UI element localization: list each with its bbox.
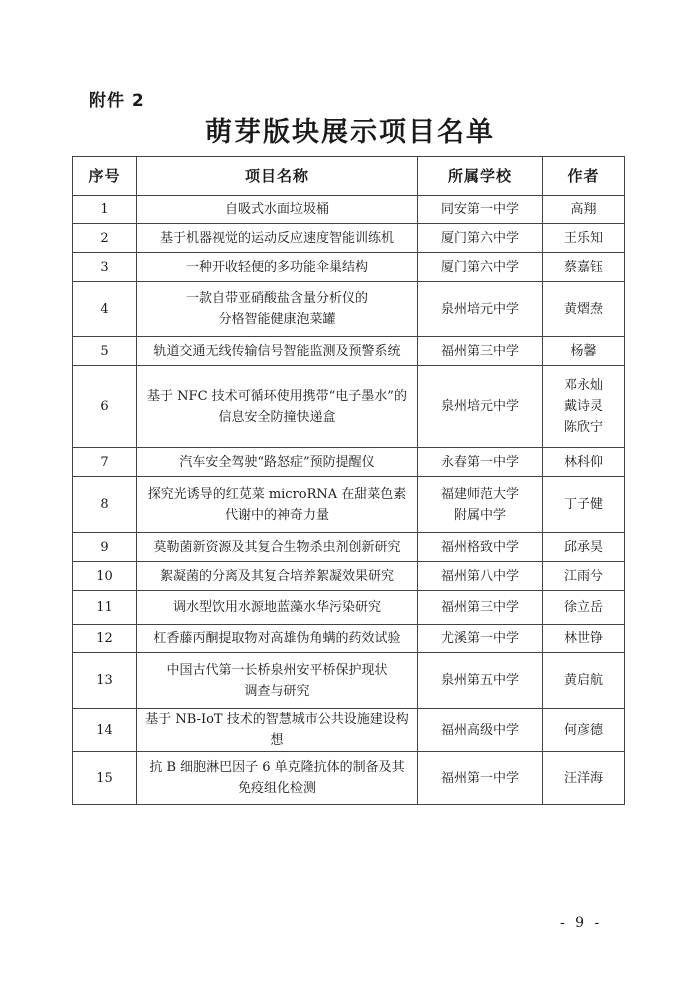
- row-author: 黄熠焘: [543, 282, 625, 337]
- row-no: 11: [73, 591, 137, 625]
- row-author: 邱承昊: [543, 533, 625, 562]
- attachment-label: 附件 2: [89, 91, 145, 111]
- row-author: 汪洋海: [543, 752, 625, 805]
- row-project: 自吸式水面垃圾桶: [137, 196, 418, 224]
- row-project: 探究光诱导的红苋菜 microRNA 在甜菜色素 代谢中的神奇力量: [137, 477, 418, 533]
- project-list-table: [72, 156, 625, 805]
- row-author: 林科仰: [543, 448, 625, 477]
- table-row: [73, 282, 625, 337]
- row-no: 10: [73, 562, 137, 591]
- row-author: 林世铮: [543, 625, 625, 653]
- row-author: 丁子健: [543, 477, 625, 533]
- row-no: 14: [73, 709, 137, 752]
- table-row: [73, 653, 625, 709]
- header-author: 作者: [543, 157, 625, 196]
- row-project: 基于 NFC 技术可循环使用携带“电子墨水”的 信息安全防撞快递盒: [137, 366, 418, 448]
- row-project: 莫勒菌新资源及其复合生物杀虫剂创新研究: [137, 533, 418, 562]
- row-author: 王乐知: [543, 224, 625, 253]
- table-row: [73, 477, 625, 533]
- table-row: [73, 752, 625, 805]
- table-row: [73, 224, 625, 253]
- row-no: 5: [73, 337, 137, 366]
- table-row: [73, 253, 625, 282]
- row-project: 抗 B 细胞淋巴因子 6 单克隆抗体的制备及其 免疫组化检测: [137, 752, 418, 805]
- row-author: 高翔: [543, 196, 625, 224]
- table-row: [73, 337, 625, 366]
- row-author: 何彦德: [543, 709, 625, 752]
- row-school: 福州第三中学: [418, 337, 543, 366]
- row-no: 12: [73, 625, 137, 653]
- row-project: 絮凝菌的分离及其复合培养絮凝效果研究: [137, 562, 418, 591]
- header-no: 序号: [73, 157, 137, 196]
- row-author: 徐立岳: [543, 591, 625, 625]
- table-row: [73, 562, 625, 591]
- row-author: 邓永灿 戴诗灵 陈欣宁: [543, 366, 625, 448]
- row-project: 汽车安全驾驶“路怒症”预防提醒仪: [137, 448, 418, 477]
- row-project: 调水型饮用水源地蓝藻水华污染研究: [137, 591, 418, 625]
- row-school: 泉州培元中学: [418, 366, 543, 448]
- table-row: [73, 709, 625, 752]
- row-no: 13: [73, 653, 137, 709]
- row-no: 6: [73, 366, 137, 448]
- table-row: [73, 448, 625, 477]
- row-school: 厦门第六中学: [418, 224, 543, 253]
- row-no: 9: [73, 533, 137, 562]
- row-author: 蔡嘉钰: [543, 253, 625, 282]
- row-no: 15: [73, 752, 137, 805]
- row-project: 基于机器视觉的运动反应速度智能训练机: [137, 224, 418, 253]
- row-project: 中国古代第一长桥泉州安平桥保护现状 调查与研究: [137, 653, 418, 709]
- row-author: 杨馨: [543, 337, 625, 366]
- row-school: 福州第一中学: [418, 752, 543, 805]
- row-project: 基于 NB-IoT 技术的智慧城市公共设施建设构想: [137, 709, 418, 752]
- table-header-row: [73, 157, 625, 196]
- page-number: - 9 -: [560, 915, 603, 931]
- row-school: 福建师范大学 附属中学: [418, 477, 543, 533]
- row-school: 同安第一中学: [418, 196, 543, 224]
- row-school: 尤溪第一中学: [418, 625, 543, 653]
- row-school: 福州第三中学: [418, 591, 543, 625]
- row-no: 2: [73, 224, 137, 253]
- page-title: 萌芽版块展示项目名单: [205, 117, 495, 148]
- row-school: 泉州培元中学: [418, 282, 543, 337]
- row-no: 8: [73, 477, 137, 533]
- row-school: 福州格致中学: [418, 533, 543, 562]
- row-author: 黄启航: [543, 653, 625, 709]
- row-school: 厦门第六中学: [418, 253, 543, 282]
- row-project: 一种开收轻便的多功能伞巢结构: [137, 253, 418, 282]
- table-row: [73, 625, 625, 653]
- table-row: [73, 196, 625, 224]
- table-row: [73, 591, 625, 625]
- row-project: 一款自带亚硝酸盐含量分析仪的 分格智能健康泡菜罐: [137, 282, 418, 337]
- row-school: 福州高级中学: [418, 709, 543, 752]
- row-project: 杠香藤丙酮提取物对高雄伪角螨的药效试验: [137, 625, 418, 653]
- row-no: 3: [73, 253, 137, 282]
- row-school: 永春第一中学: [418, 448, 543, 477]
- row-project: 轨道交通无线传输信号智能监测及预警系统: [137, 337, 418, 366]
- row-no: 1: [73, 196, 137, 224]
- row-no: 7: [73, 448, 137, 477]
- row-school: 福州第八中学: [418, 562, 543, 591]
- row-no: 4: [73, 282, 137, 337]
- header-project: 项目名称: [137, 157, 418, 196]
- row-author: 江雨兮: [543, 562, 625, 591]
- table-row: [73, 533, 625, 562]
- row-school: 泉州第五中学: [418, 653, 543, 709]
- table-row: [73, 366, 625, 448]
- header-school: 所属学校: [418, 157, 543, 196]
